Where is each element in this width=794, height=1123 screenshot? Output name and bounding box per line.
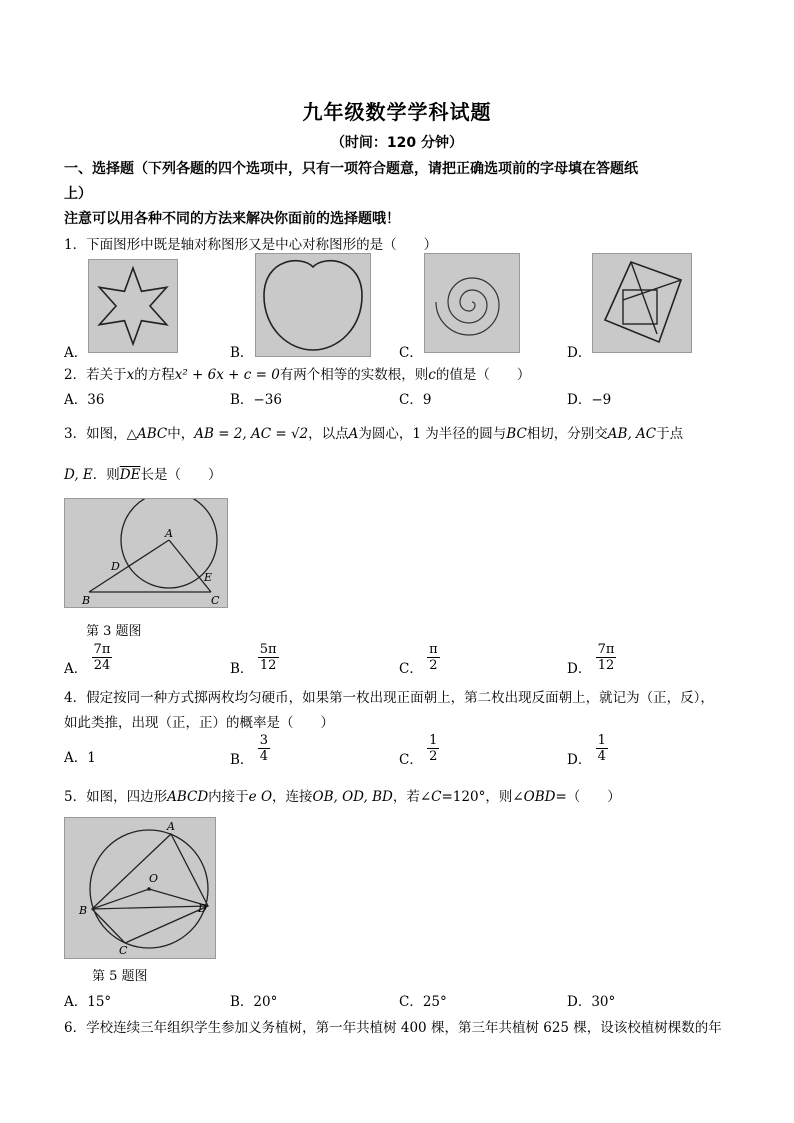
q3-label-d: D: [111, 560, 120, 573]
q5-figure: [64, 817, 216, 959]
q3-option-d: D． $\frac{7\pi}{12}$: [567, 642, 615, 677]
q5-caption: 第 5 题图: [92, 969, 148, 984]
q4-option-c: C． $\frac{1}{2}$: [399, 733, 438, 768]
q4-option-a: A．1: [64, 750, 96, 766]
q3-label-c: C: [211, 594, 220, 607]
q3-label-e: E: [204, 571, 213, 584]
q1-figure-square: [592, 253, 692, 353]
q4-option-d: D． $\frac{1}{4}$: [567, 733, 606, 768]
q2-option-a: A．36: [64, 392, 105, 408]
q5-label-a: A: [167, 820, 175, 833]
q3-figure: [64, 498, 228, 608]
q5-label-c: C: [119, 944, 128, 957]
exam-duration: （时间：120 分钟）: [330, 135, 464, 151]
q3-stem-line2: D, E．则$\overline{DE}$长是（ ）: [64, 467, 222, 483]
q3-label-b: B: [82, 594, 91, 607]
q5-option-a: A．15°: [64, 994, 112, 1010]
section-note: 注意可以用各种不同的方法来解决你面前的选择题哦！: [64, 211, 400, 227]
q3-label-a: A: [165, 527, 173, 540]
q4-stem-line2: 如此类推，出现（正，正）的概率是（ ）: [64, 715, 334, 731]
q5-label-b: B: [79, 904, 88, 917]
q1-stem: 1．下面图形中既是轴对称图形又是中心对称图形的是（ ）: [64, 237, 438, 253]
page-title: 九年级数学学科试题: [302, 100, 492, 124]
q1-option-d: D．: [567, 345, 592, 361]
q1-figure-heart: [255, 253, 371, 357]
section-heading-line1: 一、选择题（下列各题的四个选项中，只有一项符合题意，请把正确选项前的字母填在答题纸: [64, 161, 638, 177]
q5-stem: 5．如图，四边形ABCD内接于e O，连接OB, OD, BD，若∠C=120°，则∠OBD=（ ）: [64, 789, 621, 805]
q1-option-c: C．: [399, 345, 423, 361]
q5-option-d: D．30°: [567, 994, 616, 1010]
q4-option-b: B． $\frac{3}{4}$: [230, 733, 268, 768]
q2-option-c: C．9: [399, 392, 432, 408]
q2-option-b: B．−36: [230, 392, 282, 408]
q2-option-d: D．−9: [567, 392, 612, 408]
q5-label-o: O: [149, 872, 159, 885]
q3-option-b: B． $\frac{5\pi}{12}$: [230, 642, 277, 677]
q1-figure-spiral: [424, 253, 520, 353]
q2-stem: 2．若关于x的方程x² + 6x + c = 0有两个相等的实数根，则c的值是（ ）: [64, 367, 531, 383]
q6-stem-line1: 6．学校连续三年组织学生参加义务植树，第一年共植树 400 棵，第三年共植树 625 棵，设该校植树棵数的年: [64, 1020, 722, 1036]
q3-caption: 第 3 题图: [86, 624, 142, 639]
q3-option-a: A． $\frac{7\pi}{24}$: [64, 642, 111, 677]
q3-option-c: C． $\frac{\pi}{2}$: [399, 642, 438, 677]
q1-option-b: B．: [230, 345, 254, 361]
q5-option-b: B．20°: [230, 994, 278, 1010]
q5-label-d: D: [198, 902, 207, 915]
q1-option-a: A．: [64, 345, 88, 361]
q3-stem-line1: 3．如图，△ABC中，AB = 2, AC = √2，以点A为圆心，1 为半径的圆与BC相切，分别交AB, AC于点: [64, 426, 684, 442]
section-heading-line2: 上）: [64, 186, 92, 202]
q1-figure-star: [88, 259, 178, 353]
q4-stem-line1: 4．假定按同一种方式掷两枚均匀硬币，如果第一枚出现正面朝上，第二枚出现反面朝上，就记为（正，反），: [64, 690, 714, 706]
q5-option-c: C．25°: [399, 994, 447, 1010]
